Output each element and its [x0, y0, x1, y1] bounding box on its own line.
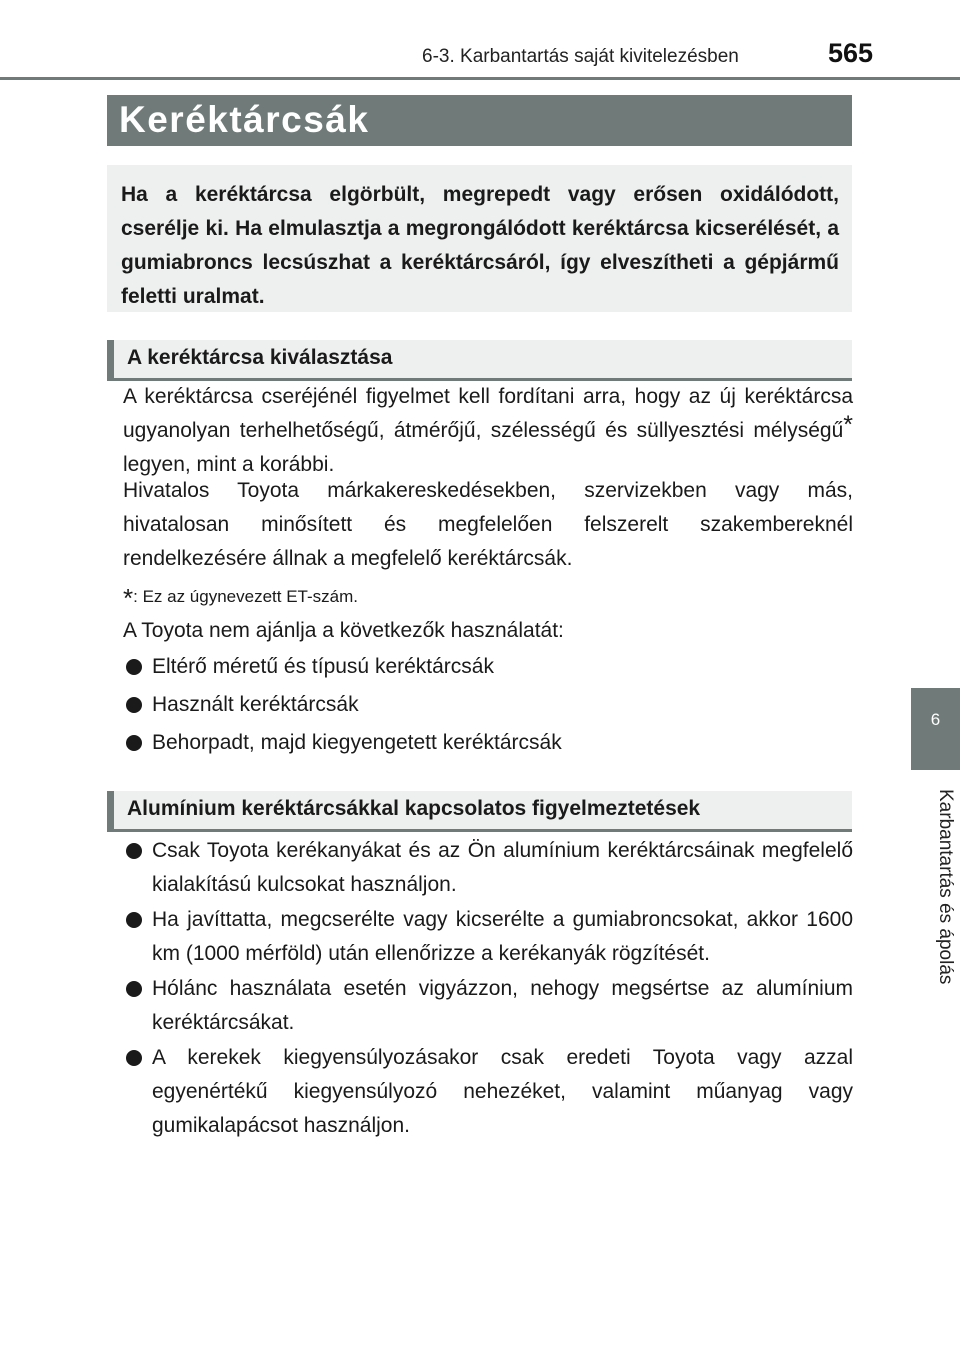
list-item	[123, 688, 853, 722]
chapter-number: 6	[930, 710, 941, 729]
bullet-dot-icon	[126, 735, 142, 751]
footnote-star: *	[123, 583, 134, 613]
bullet-dot-icon	[126, 981, 142, 997]
page-number: 565	[828, 38, 874, 68]
bullet-dot-icon	[126, 912, 142, 928]
footnote-marker: *	[843, 411, 853, 439]
paragraph-wheel-requirements	[123, 380, 853, 482]
list-item-text: Ha javíttatta, megcserélte vagy kicserélte a gumiabroncsokat, akkor 1600 km (1000 mérföld) után ellenőrizze a kerékanyák rögzítését.	[152, 908, 853, 965]
page-title-bar	[107, 95, 852, 146]
paragraph-dealers: Hivatalos Toyota márkakereskedésekben, szervizekben vagy más, hivatalosan minősített és megfelelően felszerelt szakembereknél rendelkezésére állnak a megfelelő keréktárcsák.	[123, 479, 853, 570]
list-item	[123, 834, 853, 902]
list-item-text: Eltérő méretű és típusú keréktárcsák	[152, 655, 494, 678]
lead-sentence: A Toyota nem ajánlja a következők használatát:	[123, 619, 564, 642]
paragraph-text: A keréktárcsa cseréjénél figyelmet kell fordítani arra, hogy az új keréktárcsa ugyanolyan terhelhetőségű, átmérőjű, szélességű és süllyesztési mélységű	[123, 385, 853, 442]
list-item	[123, 972, 853, 1040]
bullet-dot-icon	[126, 659, 142, 675]
list-item	[123, 726, 853, 760]
list-item	[123, 1041, 853, 1143]
header-divider	[0, 77, 960, 80]
heading-accent-bar	[107, 791, 114, 829]
section-heading-text: Alumínium keréktárcsákkal kapcsolatos figyelmeztetések	[127, 797, 701, 820]
list-item	[123, 903, 853, 971]
page-title: Keréktárcsák	[119, 99, 370, 140]
section-heading-aluminium	[107, 791, 852, 832]
section-heading-selection	[107, 340, 852, 381]
paragraph-text: legyen, mint a korábbi.	[123, 453, 335, 476]
section-title: 6-3. Karbantartás saját kivitelezésben	[422, 46, 739, 67]
bullet-dot-icon	[126, 1050, 142, 1066]
intro-box	[107, 165, 852, 312]
section-heading-text: A keréktárcsa kiválasztása	[127, 346, 393, 369]
chapter-tab	[911, 688, 960, 770]
footnote-text: : Ez az úgynevezett ET-szám.	[133, 587, 358, 606]
bullet-dot-icon	[126, 843, 142, 859]
bullet-dot-icon	[126, 697, 142, 713]
list-item-text: A kerekek kiegyensúlyozásakor csak eredeti Toyota vagy azzal egyenértékű kiegyensúlyozó nehezéket, valamint műanyag vagy gumikalapácsot használjon.	[152, 1046, 853, 1137]
footnote	[123, 578, 358, 613]
list-item-text: Használt keréktárcsák	[152, 693, 359, 716]
intro-text: Ha a keréktárcsa elgörbült, megrepedt vagy erősen oxidálódott, cserélje ki. Ha elmulasztja a megrongálódott keréktárcsa kicserélését, a gumiabroncs lecsúszhat a keréktárcsáról, így elveszítheti a gépjármű feletti uralmat.	[121, 183, 839, 308]
chapter-label: Karbantartás és ápolás	[935, 789, 956, 985]
list-item-text: Behorpadt, majd kiegyengetett keréktárcsák	[152, 731, 562, 754]
heading-accent-bar	[107, 340, 114, 378]
list-item-text: Hólánc használata esetén vigyázzon, nehogy megsértse az alumínium keréktárcsákat.	[152, 977, 853, 1034]
list-item-text: Csak Toyota kerékanyákat és az Ön alumínium keréktárcsáinak megfelelő kialakítású kulcsokat használjon.	[152, 839, 853, 896]
list-item	[123, 650, 853, 684]
